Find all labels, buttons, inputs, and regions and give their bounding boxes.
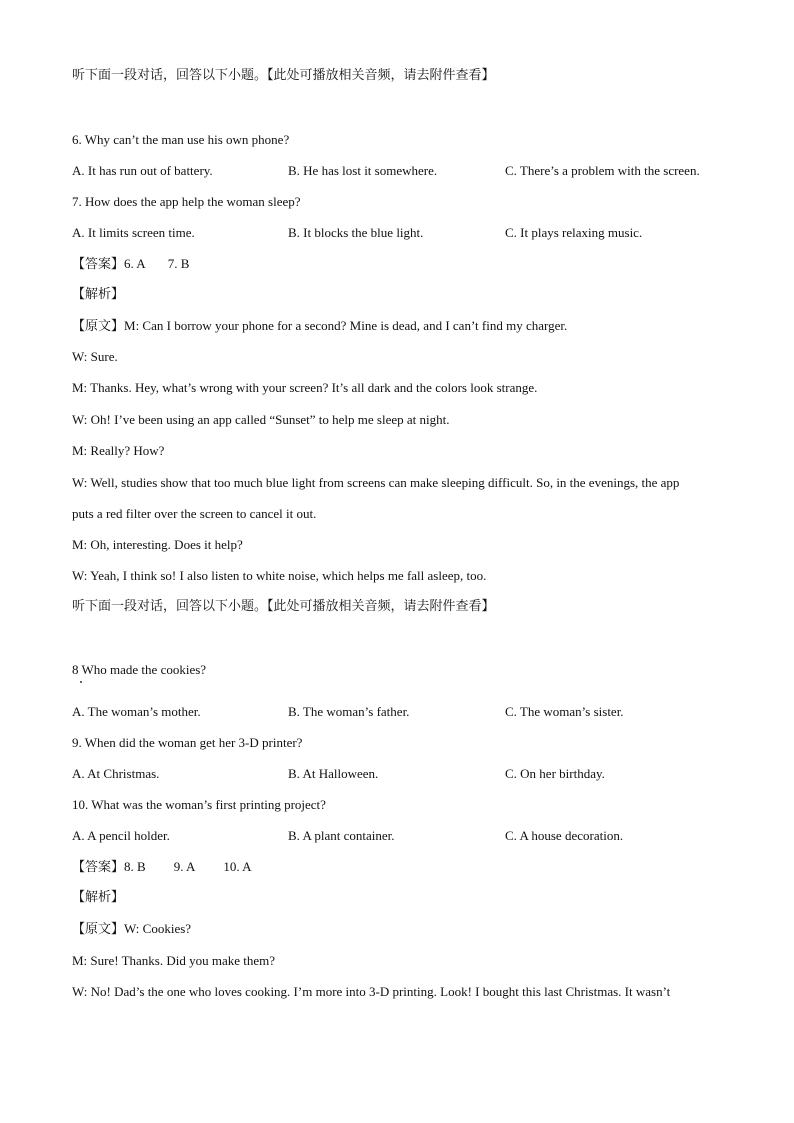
question-7-option-b: B. It blocks the blue light.: [288, 225, 424, 240]
question-10-option-a: A. A pencil holder.: [72, 828, 170, 843]
transcript-line: [72, 921, 191, 938]
transcript-tag: 【原文】: [72, 922, 125, 937]
transcript-line: W: No! Dad’s the one who loves cooking. I’m more into 3-D printing. Look! I bought this last Christmas. It wasn’t: [72, 984, 671, 999]
question-9-option-a: A. At Christmas.: [72, 766, 160, 781]
analysis-tag: 【解析】: [72, 890, 125, 905]
stray-dot: [80, 681, 82, 683]
transcript-tag: 【原文】: [72, 319, 125, 334]
transcript-line: [72, 318, 567, 335]
question-10-option-b: B. A plant container.: [288, 828, 395, 843]
question-7-stem: 7. How does the app help the woman sleep?: [72, 194, 301, 209]
question-6-option-b: B. He has lost it somewhere.: [288, 163, 438, 178]
transcript-line: W: Yeah, I think so! I also listen to white noise, which helps me fall asleep, too.: [72, 568, 487, 583]
transcript-line: M: Sure! Thanks. Did you make them?: [72, 953, 276, 968]
answer-value: 7. B: [167, 256, 190, 271]
transcript-line: W: Sure.: [72, 349, 118, 364]
section1-instruction: 听下面一段对话，回答以下小题。【此处可播放相关音频，请去附件查看】: [72, 68, 495, 83]
question-6-option-a: A. It has run out of battery.: [72, 163, 213, 178]
answer-value: 9. A: [173, 859, 196, 874]
question-6-option-c: C. There’s a problem with the screen.: [505, 163, 700, 178]
transcript-line: W: Well, studies show that too much blue light from screens can make sleeping difficult. So, in the evenings, the app: [72, 475, 680, 490]
transcript-line: M: Thanks. Hey, what’s wrong with your screen? It’s all dark and the colors look strange.: [72, 380, 538, 395]
question-10-option-c: C. A house decoration.: [505, 828, 624, 843]
question-9-option-c: C. On her birthday.: [505, 766, 605, 781]
transcript-line: M: Really? How?: [72, 443, 165, 458]
question-9-stem: 9. When did the woman get her 3-D printer?: [72, 735, 303, 750]
question-8-option-b: B. The woman’s father.: [288, 704, 410, 719]
answer-value: 10. A: [223, 859, 252, 874]
transcript-line: W: Oh! I’ve been using an app called “Sunset” to help me sleep at night.: [72, 412, 450, 427]
answer-value: 8. B: [124, 859, 146, 874]
answer-row-1: [72, 256, 189, 273]
transcript-line: puts a red filter over the screen to cancel it out.: [72, 506, 317, 521]
transcript-text: M: Can I borrow your phone for a second? Mine is dead, and I can’t find my charger.: [124, 318, 568, 333]
answer-tag: 【答案】: [72, 860, 125, 875]
question-6-stem: 6. Why can’t the man use his own phone?: [72, 132, 290, 147]
question-7-option-a: A. It limits screen time.: [72, 225, 195, 240]
section2-instruction: 听下面一段对话，回答以下小题。【此处可播放相关音频，请去附件查看】: [72, 599, 495, 614]
transcript-line: M: Oh, interesting. Does it help?: [72, 537, 243, 552]
question-8-option-a: A. The woman’s mother.: [72, 704, 201, 719]
question-8-stem: 8 Who made the cookies?: [72, 662, 207, 677]
answer-value: 6. A: [124, 256, 146, 271]
analysis-tag: 【解析】: [72, 287, 125, 302]
question-9-option-b: B. At Halloween.: [288, 766, 379, 781]
question-7-option-c: C. It plays relaxing music.: [505, 225, 643, 240]
answer-row-2: [72, 859, 252, 876]
question-10-stem: 10. What was the woman’s first printing project?: [72, 797, 326, 812]
transcript-text: W: Cookies?: [124, 921, 192, 936]
question-8-option-c: C. The woman’s sister.: [505, 704, 624, 719]
answer-tag: 【答案】: [72, 257, 125, 272]
